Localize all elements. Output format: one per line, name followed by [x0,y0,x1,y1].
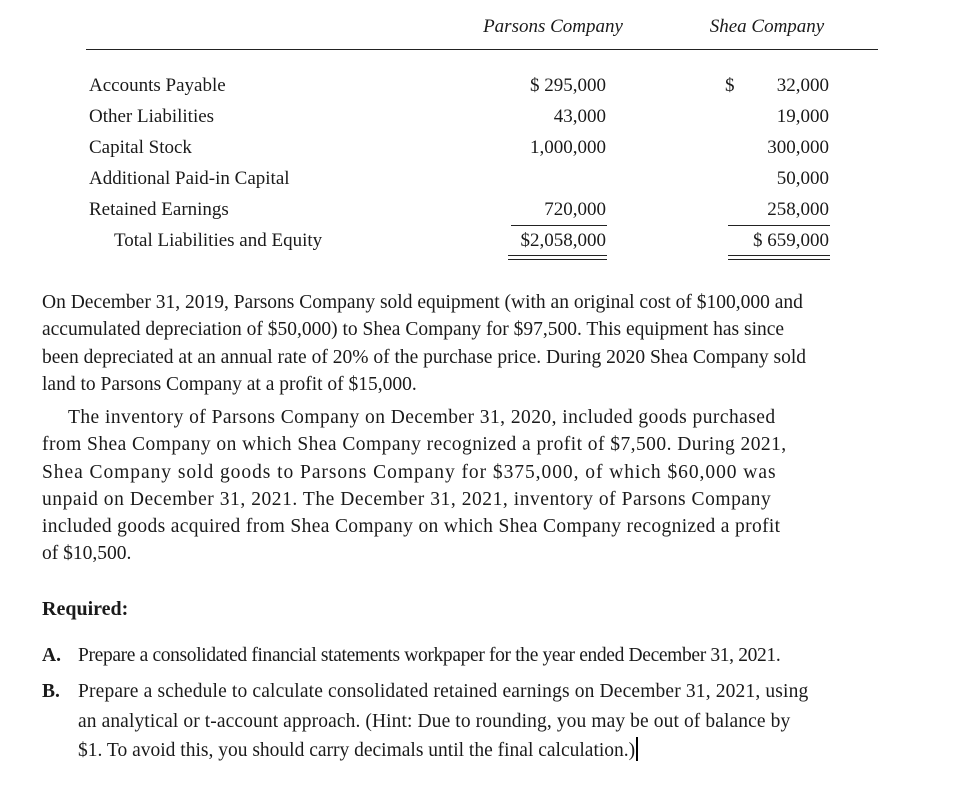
table-row [0,168,975,198]
shea-total-double-rule [728,255,830,260]
text-line: Shea Company sold goods to Parsons Company for $375,000, of which $60,000 was [42,461,777,483]
text-line: The inventory of Parsons Company on December 31, 2020, included goods purchased [68,407,776,428]
parsons-value: 1,000,000 [530,137,606,158]
shea-subtotal-rule [728,225,830,226]
row-label: Retained Earnings [89,199,229,220]
required-item-b [42,677,926,767]
shea-total: $ 659,000 [753,230,829,251]
text-line: land to Parsons Company at a profit of $15,000. [42,373,417,395]
text-line: included goods acquired from Shea Company on which Shea Company recognized a profit [42,516,781,538]
parsons-value: 43,000 [553,106,606,127]
column-header-shea: Shea Company [709,16,825,37]
row-label: Other Liabilities [89,106,215,127]
shea-value: 300,000 [767,137,829,158]
row-label: Additional Paid-in Capital [89,168,290,189]
shea-value: 50,000 [776,168,829,189]
text-line: unpaid on December 31, 2021. The December 31, 2021, inventory of Parsons Company [42,488,772,510]
table-row [0,137,975,167]
text-line: been depreciated at an annual rate of 20% of the purchase price. During 2020 Shea Company sold [42,346,807,368]
shea-dollar-sign: $ [725,75,735,96]
item-text: Prepare a schedule to calculate consolidated retained earnings on December 31, 2021, using an analytical or t-account approach. (Hint: Due to rounding, you may be out of balance by $1. To avoid this, you should carry decimals until the final calculation.) [78,681,809,761]
column-header-parsons: Parsons Company [483,16,623,37]
table-row [0,106,975,136]
item-letter: B. [42,681,60,702]
parsons-value: 720,000 [544,199,606,220]
total-label: Total Liabilities and Equity [114,230,323,251]
parsons-value: $ 295,000 [530,75,606,96]
text-line: accumulated depreciation of $50,000) to Shea Company for $97,500. This equipment has since [42,319,785,341]
shea-value: 19,000 [776,106,829,127]
header-rule [86,49,878,50]
required-heading: Required: [42,598,129,620]
row-label: Capital Stock [89,137,192,158]
text-line: On December 31, 2019, Parsons Company sold equipment (with an original cost of $100,000 and [42,292,803,313]
parsons-total: $2,058,000 [520,230,606,251]
shea-value: 258,000 [767,199,829,220]
item-letter: A. [42,645,61,666]
text-line: of $10,500. [42,543,132,565]
parsons-subtotal-rule [511,225,607,226]
item-text: Prepare a consolidated financial statements workpaper for the year ended December 31, 2021. [78,645,781,666]
text-line: from Shea Company on which Shea Company recognized a profit of $7,500. During 2021, [42,434,787,456]
row-label: Accounts Payable [89,75,226,96]
paragraph-inventory [42,404,926,568]
paragraph-equipment-sale [42,289,926,398]
parsons-total-double-rule [508,255,607,260]
required-item-a [42,641,926,671]
shea-value: 32,000 [776,75,829,96]
text-cursor [636,737,638,761]
table-row [0,75,975,105]
